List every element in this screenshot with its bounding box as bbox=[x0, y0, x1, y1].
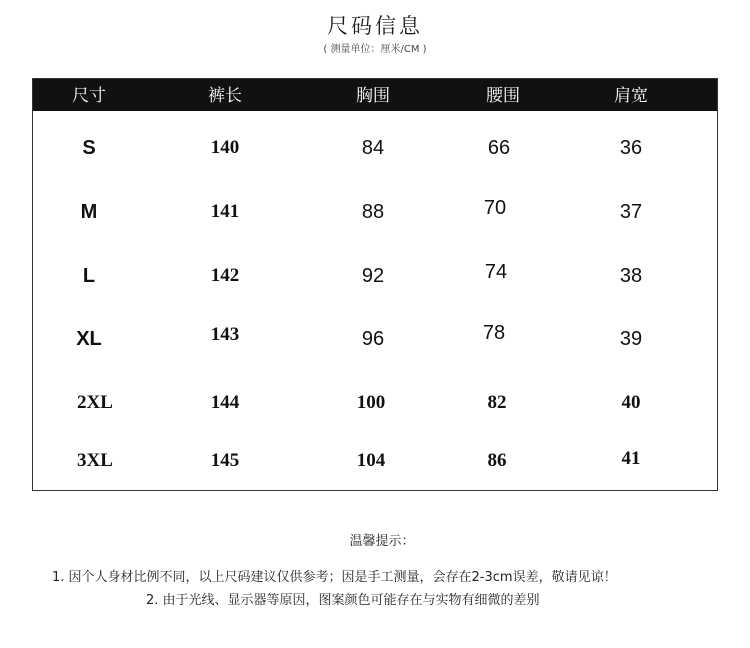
cell-waist: 82 bbox=[487, 392, 507, 413]
cell-length: 145 bbox=[210, 450, 240, 471]
cell-waist: 70 bbox=[483, 197, 507, 219]
cell-shoulder: 38 bbox=[619, 265, 643, 287]
table-header bbox=[33, 79, 717, 111]
cell-chest: 104 bbox=[356, 450, 386, 471]
cell-size: 2XL bbox=[77, 392, 113, 413]
table-row bbox=[33, 261, 717, 291]
column-header-chest: 胸围 bbox=[356, 86, 390, 106]
column-header-length: 裤长 bbox=[208, 86, 242, 106]
column-header-waist: 腰围 bbox=[486, 86, 520, 106]
table-row bbox=[33, 133, 717, 163]
cell-size: L bbox=[82, 265, 96, 287]
cell-length: 140 bbox=[210, 137, 240, 158]
page-title: 尺码信息 bbox=[327, 14, 423, 38]
note-item: 1. 因个人身材比例不同，以上尺码建议仅供参考；因是手工测量，会存在2-3cm误差，敬请见谅！ bbox=[52, 570, 617, 585]
table-row bbox=[33, 446, 717, 476]
cell-chest: 100 bbox=[356, 392, 386, 413]
table-row bbox=[33, 197, 717, 227]
cell-waist: 78 bbox=[482, 322, 506, 344]
cell-length: 143 bbox=[210, 324, 240, 345]
cell-length: 141 bbox=[210, 201, 240, 222]
cell-waist: 66 bbox=[487, 137, 511, 159]
column-header-size: 尺寸 bbox=[72, 86, 106, 106]
column-header-shoulder: 肩宽 bbox=[614, 86, 648, 106]
cell-size: 3XL bbox=[77, 450, 113, 471]
cell-chest: 92 bbox=[361, 265, 385, 287]
table-row bbox=[33, 324, 717, 354]
cell-size: S bbox=[82, 137, 96, 159]
cell-shoulder: 41 bbox=[621, 448, 641, 469]
cell-waist: 74 bbox=[484, 261, 508, 283]
cell-chest: 84 bbox=[361, 137, 385, 159]
unit-subtitle: ( 测量单位：厘米/CM ) bbox=[323, 44, 427, 55]
cell-length: 142 bbox=[210, 265, 240, 286]
cell-chest: 96 bbox=[361, 328, 385, 350]
cell-shoulder: 40 bbox=[621, 392, 641, 413]
size-table bbox=[32, 78, 718, 491]
table-row bbox=[33, 388, 717, 418]
cell-size: M bbox=[80, 201, 98, 223]
cell-shoulder: 37 bbox=[619, 201, 643, 223]
notes-title: 温馨提示： bbox=[349, 534, 415, 549]
cell-size: XL bbox=[76, 328, 102, 350]
cell-shoulder: 36 bbox=[619, 137, 643, 159]
cell-chest: 88 bbox=[361, 201, 385, 223]
note-item: 2. 由于光线、显示器等原因，图案颜色可能存在与实物有细微的差别 bbox=[146, 593, 540, 608]
cell-shoulder: 39 bbox=[619, 328, 643, 350]
cell-waist: 86 bbox=[487, 450, 507, 471]
cell-length: 144 bbox=[210, 392, 240, 413]
